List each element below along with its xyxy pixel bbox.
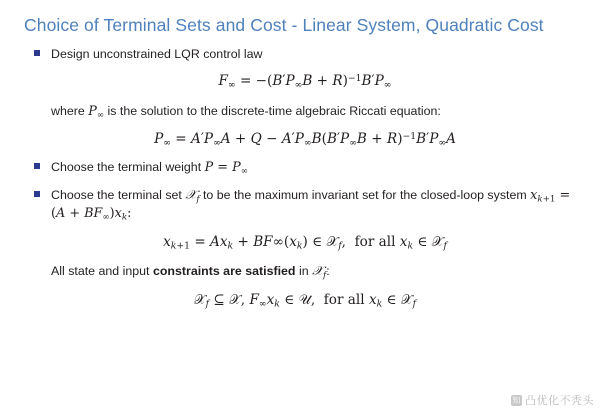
paragraph-constraints: All state and input constraints are satisfied in 𝒳$_f$: bbox=[51, 264, 330, 281]
equation-2: $P_\infty = A'P_\infty A + Q - A'P_\infty B(B'P_\infty B + R)^{-1}B'P_\infty A$ bbox=[154, 130, 456, 149]
watermark-logo-icon: 知 bbox=[512, 395, 521, 405]
bullet-label-1: Design unconstrained LQR control law bbox=[51, 47, 263, 62]
bullet-text-2: Choose the terminal weight bbox=[51, 160, 205, 175]
bullet-label-3: Choose the terminal set 𝒳$_f$ to be the maximum invariant set for the closed-loop system $x_{k+1} = (A + BF_\infty)x_k$: bbox=[51, 187, 571, 223]
paragraph-where: where $P_\infty$ is the solution to the discrete-time algebraic Riccati equation: bbox=[51, 103, 441, 120]
bullet-marker-icon bbox=[34, 50, 40, 56]
watermark-text: 凸优化不秃头 bbox=[525, 394, 594, 407]
page-title: Choice of Terminal Sets and Cost - Linear System, Quadratic Cost bbox=[24, 15, 544, 35]
bullet-label-2: Choose the terminal weight $P = P_\infty$ bbox=[51, 160, 248, 177]
equation-3: $x_{k+1} = Ax_k + BF\infty(x_k)$ ∈ 𝒳$_f$, for all $x_k$ ∈ 𝒳$_f$ bbox=[163, 233, 447, 252]
constraints-prefix: All state and input bbox=[51, 264, 153, 279]
equation-1: $F_\infty = -(B'P_\infty B + R)^{-1}B'P_\infty$ bbox=[218, 73, 392, 91]
slide-body bbox=[34, 46, 576, 311]
bullet-marker-icon bbox=[34, 163, 40, 169]
bullet-item-1 bbox=[34, 46, 576, 63]
equation-4: 𝒳$_f$ ⊆ 𝒳, $F_\infty x_k$ ∈ 𝒰, for all $x_k$ ∈ 𝒳$_f$ bbox=[193, 291, 417, 310]
bullet-item-3 bbox=[34, 187, 576, 224]
constraints-bold: constraints are satisfied bbox=[152, 264, 296, 279]
bullet-text-3: Choose the terminal set bbox=[51, 187, 186, 202]
watermark bbox=[511, 392, 594, 408]
bullet-item-2 bbox=[34, 159, 576, 177]
bullet-marker-icon bbox=[34, 191, 40, 197]
